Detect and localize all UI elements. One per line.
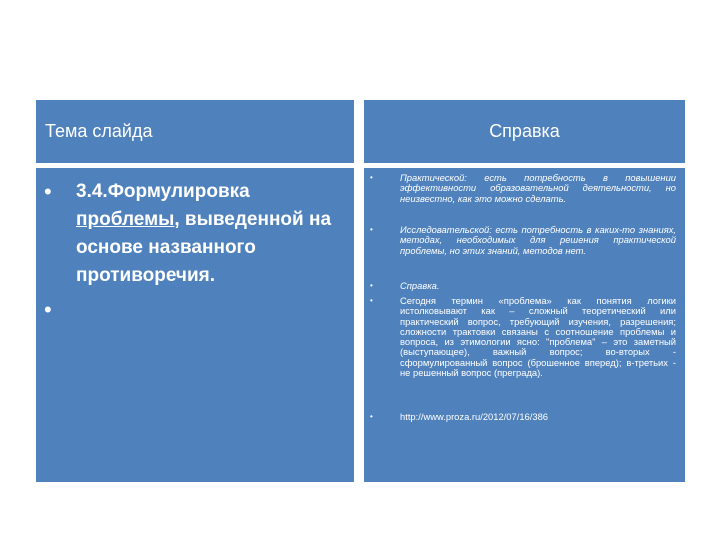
bullet-icon: •	[370, 412, 373, 421]
topic-text-underlined: проблемы	[76, 209, 175, 230]
reference-text-practical: Практической: есть потребность в повышении эффективности образовательной деятельности, но неизвестно, как это можно сделать.	[400, 172, 676, 204]
topic-content-cell	[36, 168, 354, 482]
bullet-icon: •	[44, 297, 52, 322]
header-topic-label: Тема слайда	[45, 121, 153, 141]
header-reference-cell	[364, 100, 685, 163]
header-reference-label: Справка	[489, 121, 560, 141]
bullet-icon: •	[370, 173, 373, 182]
reference-bullet-item	[370, 296, 676, 378]
reference-bullet-item	[370, 225, 676, 256]
reference-text-research: Исследовательской: есть потребность в каких-то знаниях, методах, необходимых для решения практической проблемы, но этих знаний, методов нет.	[400, 224, 676, 256]
bullet-icon: •	[370, 225, 373, 234]
reference-source-link: http://www.proza.ru/2012/07/16/386	[400, 411, 549, 422]
topic-text	[76, 178, 344, 290]
reference-text-definition: Сегодня термин «проблема» как понятия логики истолковывают как – сложный теоретический или практический вопрос, требующий изучения, разрешения; сложности трактовки связаны с соотношение проблемы и вопроса, из этимологии ясно: "проблема" – это заметный (выступающее), важный вопрос; во-вторых - сформулированный вопрос (брошенное вперед); в-третьих - не решенный вопрос (преграда).	[400, 295, 676, 379]
topic-bullet-item	[44, 178, 344, 290]
bullet-icon: •	[370, 296, 373, 305]
reference-content-cell	[364, 168, 685, 482]
topic-text-rest: , выведенной на основе названного противоречия.	[76, 209, 332, 286]
reference-text-note: Справка.	[400, 280, 440, 291]
reference-bullet-item	[370, 281, 676, 291]
reference-bullet-item	[370, 173, 676, 204]
header-topic-cell	[36, 100, 354, 163]
topic-text-lead: 3.4.Формулировка	[76, 181, 250, 202]
reference-bullet-item	[370, 412, 676, 422]
bullet-icon: •	[44, 179, 52, 204]
bullet-icon: •	[370, 281, 373, 290]
